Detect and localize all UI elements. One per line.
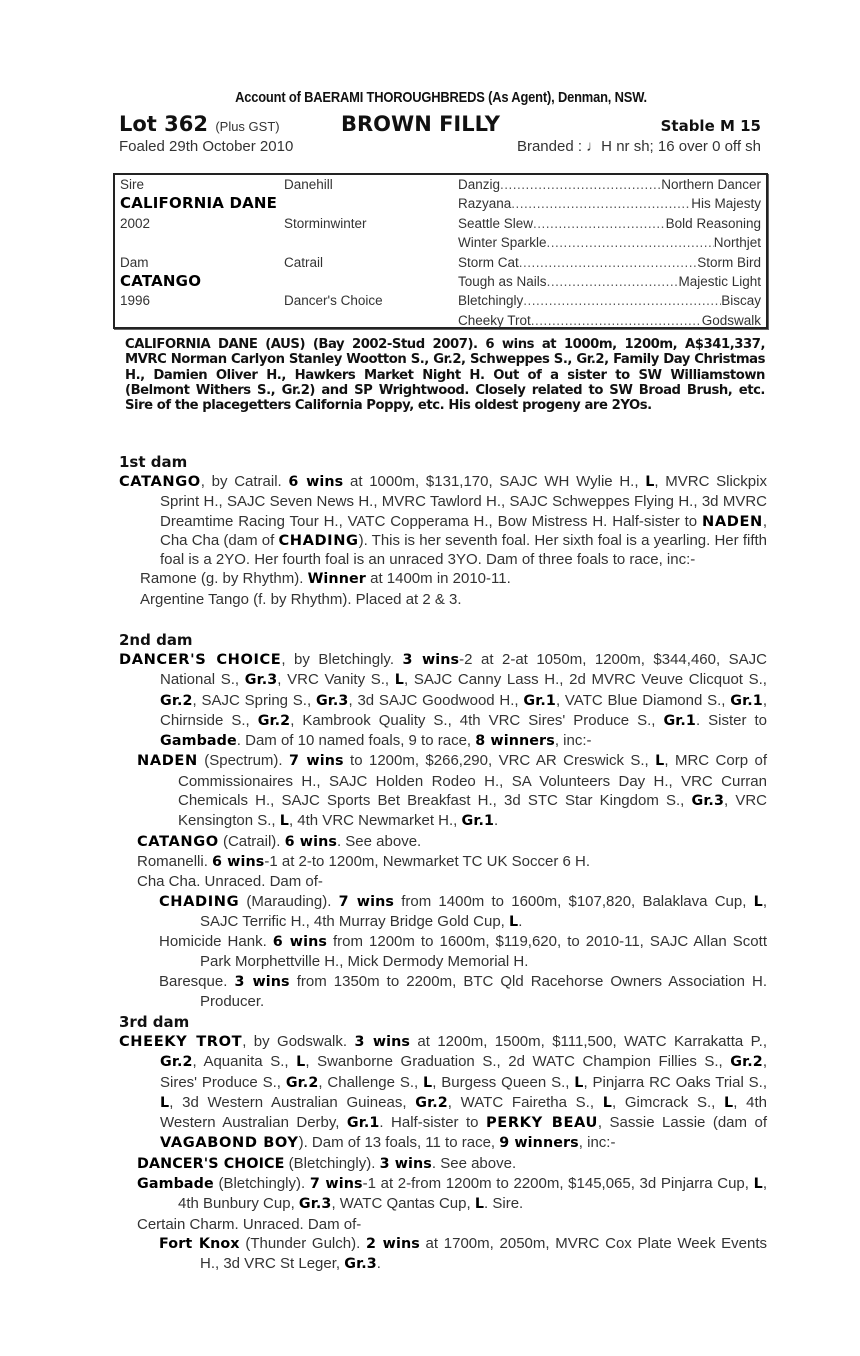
grandparent-line: Seattle Slew ..... Bold Reasoning — [458, 214, 761, 233]
sire-summary: CALIFORNIA DANE (AUS) (Bay 2002-Stud 2007). 6 wins at 1000m, 1200m, A$341,337, MVRC Norman Carlyon Stanley Wootton S., Gr.2, Schweppes S., Gr.2, Family Day Christmas H., Damien Oliver H., Hawkers Market Night H. Out of a sister to SW Williamstown (Belmont Withers S., Gr.2) and SP Wrightwood. Closely related to SW Broad Brush, etc. Sire of the placegetters California Poppy, etc. His oldest progeny are 2YOs. — [125, 337, 765, 414]
grandparent-line: Tough as Nails ..... Majestic Light — [458, 272, 761, 291]
sire-dam: Storminwinter — [284, 215, 367, 231]
lot-number — [119, 111, 280, 140]
sire-name: CALIFORNIA DANE — [120, 194, 278, 213]
foaled-date: Foaled 29th October 2010 — [119, 138, 294, 155]
grand-progeny-entry: Baresque. 3 wins from 1350m to 2200m, BTC Qld Racehorse Owners Association H. Producer. — [159, 972, 768, 1011]
second-dam-entry: DANCER'S CHOICE, by Bletchingly. 3 wins-2 at 2-at 1050m, 1200m, $344,460, SAJC National S., Gr.3, VRC Vanity S., L, SAJC Canny Lass H., 2d MVRC Veuve Clicquot S., Gr.2, SAJC Spring S., Gr.3, 3d SAJC Goodwood H., Gr.1, VATC Blue Diamond S., Gr.1, Chirnside S., Gr.2, Kambrook Quality S., 4th VRC Sires' Produce S., Gr.1. Sister to Gambade. Dam of 10 named foals, 9 to race, 8 winners, inc:- — [119, 651, 767, 750]
lot-gst-note: (Plus GST) — [215, 119, 280, 134]
grand-progeny-entry: CHADING (Marauding). 7 wins from 1400m to 1600m, $107,820, Balaklava Cup, L, SAJC Terrific H., 4th Murray Bridge Gold Cup, L. — [159, 892, 767, 930]
third-dam-heading: 3rd dam — [119, 1013, 190, 1031]
dam-dam: Dancer's Choice — [284, 293, 383, 309]
pedigree-row — [115, 175, 766, 194]
grandparent-line: Razyana ..... His Majesty — [458, 194, 761, 213]
dam-name: CATANGO — [120, 272, 202, 290]
grandparent-line: Bletchingly ..... Biscay — [458, 291, 761, 310]
sire-year: 2002 — [120, 215, 151, 231]
progeny-entry: Cha Cha. Unraced. Dam of- — [137, 873, 323, 891]
pedigree-row — [115, 311, 766, 330]
dam-year: 1996 — [120, 293, 151, 309]
sire-label: Sire — [120, 177, 145, 192]
catalogue-page — [119, 88, 768, 1273]
progeny-entry: CATANGO (Catrail). 6 wins. See above. — [137, 832, 422, 850]
progeny-entry: Argentine Tango (f. by Rhythm). Placed at 2 & 3. — [140, 590, 462, 608]
branded-detail: nr sh; 16 over 0 off sh — [616, 138, 761, 155]
grandparent-line: Danzig ..... Northern Dancer — [458, 175, 761, 194]
grandparent-line: Cheeky Trot ..... Godswalk — [458, 311, 761, 330]
pedigree-row — [115, 291, 766, 310]
first-dam-heading: 1st dam — [119, 453, 188, 471]
stable-location: Stable M 15 — [660, 117, 761, 135]
progeny-entry: NADEN (Spectrum). 7 wins to 1200m, $266,290, VRC AR Creswick S., L, MRC Corp of Commissionaires H., SAJC Holden Rodeo H., SA Volunteers Day H., VRC Curran Chemicals H., SAJC Sports Bet Breakfast H., 3d STC Star Kingdom S., Gr.3, VRC Kensington S., L, 4th VRC Newmarket H., Gr.1. — [137, 752, 768, 830]
third-dam-section — [119, 1013, 767, 1275]
progeny-entry: Ramone (g. by Rhythm). Winner at 1400m in 2010-11. — [140, 570, 511, 588]
brand-info — [517, 137, 761, 157]
dam-sire: Catrail — [284, 254, 324, 270]
progeny-entry: DANCER'S CHOICE (Bletchingly). 3 wins. See above. — [137, 1154, 517, 1172]
third-dam-entry: CHEEKY TROT, by Godswalk. 3 wins at 1200m, 1500m, $111,500, WATC Karrakatta P., Gr.2, Aquanita S., L, Swanborne Graduation S., 2d WATC Champion Fillies S., Gr.2, Sires' Produce S., Gr.2, Challenge S., L, Burgess Queen S., L, Pinjarra RC Oaks Trial S., L, 3d Western Australian Guineas, Gr.2, WATC Fairetha S., L, Gimcrack S., L, 4th Western Australian Derby, Gr.1. Half-sister to PERKY BEAU, Sassie Lassie (dam of VAGABOND BOY). Dam of 13 foals, 11 to race, 9 winners, inc:- — [119, 1033, 768, 1152]
lot-row — [119, 111, 763, 137]
progeny-entry: Romanelli. 6 wins-1 at 2-to 1200m, Newmarket TC UK Soccer 6 H. — [137, 852, 591, 870]
sire-sire: Danehill — [284, 177, 333, 192]
brand-mark-icon: ♩H — [586, 138, 613, 155]
pedigree-table — [113, 173, 768, 329]
grand-progeny-entry: Homicide Hank. 6 wins from 1200m to 1600m, $119,620, to 2010-11, SAJC Allan Scott Park Morphettville H., Mick Dermody Memorial H. — [159, 933, 767, 971]
second-dam-heading: 2nd dam — [119, 631, 193, 649]
pedigree-row — [115, 233, 766, 252]
vendor-line: Account of BAERAMI THOROUGHBREDS (As Agent), Denman, NSW. — [235, 89, 647, 106]
horse-title: BROWN FILLY — [341, 112, 500, 136]
lot-label: Lot 362 — [119, 112, 208, 136]
grandparent-line: Storm Cat ..... Storm Bird — [458, 253, 761, 272]
pedigree-row — [115, 214, 766, 233]
pedigree-row — [115, 194, 766, 213]
first-dam-section — [119, 453, 767, 609]
branded-label: Branded : — [516, 138, 582, 155]
first-dam-entry: CATANGO, by Catrail. 6 wins at 1000m, $131,170, SAJC WH Wylie H., L, MVRC Slickpix Sprint H., SAJC Seven News H., MVRC Tawlord H., SAJC Schweppes Flying H., 3d MVRC Dreamtime Racing Tour H., VATC Copperama H., Bow Mistress H. Half-sister to NADEN, Cha Cha (dam of CHADING). This is her seventh foal. Her sixth foal is a yearling. Her fifth foal is a 2YO. Her fourth foal is an unraced 3YO. Dam of three foals to race, inc:- — [119, 473, 767, 569]
foaling-row — [119, 137, 763, 157]
grandparent-line: Winter Sparkle ..... Northjet — [458, 233, 761, 252]
grand-progeny-entry: Fort Knox (Thunder Gulch). 2 wins at 1700m, 2050m, MVRC Cox Plate Week Events H., 3d VRC St Leger, Gr.3. — [159, 1234, 768, 1273]
second-dam-section — [119, 631, 767, 1011]
pedigree-row — [115, 272, 766, 291]
progeny-entry: Gambade (Bletchingly). 7 wins-1 at 2-from 1200m to 2200m, $145,065, 3d Pinjarra Cup, L, 4th Bunbury Cup, Gr.3, WATC Qantas Cup, L. Sire. — [137, 1175, 767, 1213]
progeny-entry: Certain Charm. Unraced. Dam of- — [137, 1215, 362, 1233]
dam-label: Dam — [120, 254, 149, 270]
pedigree-row — [115, 253, 766, 272]
